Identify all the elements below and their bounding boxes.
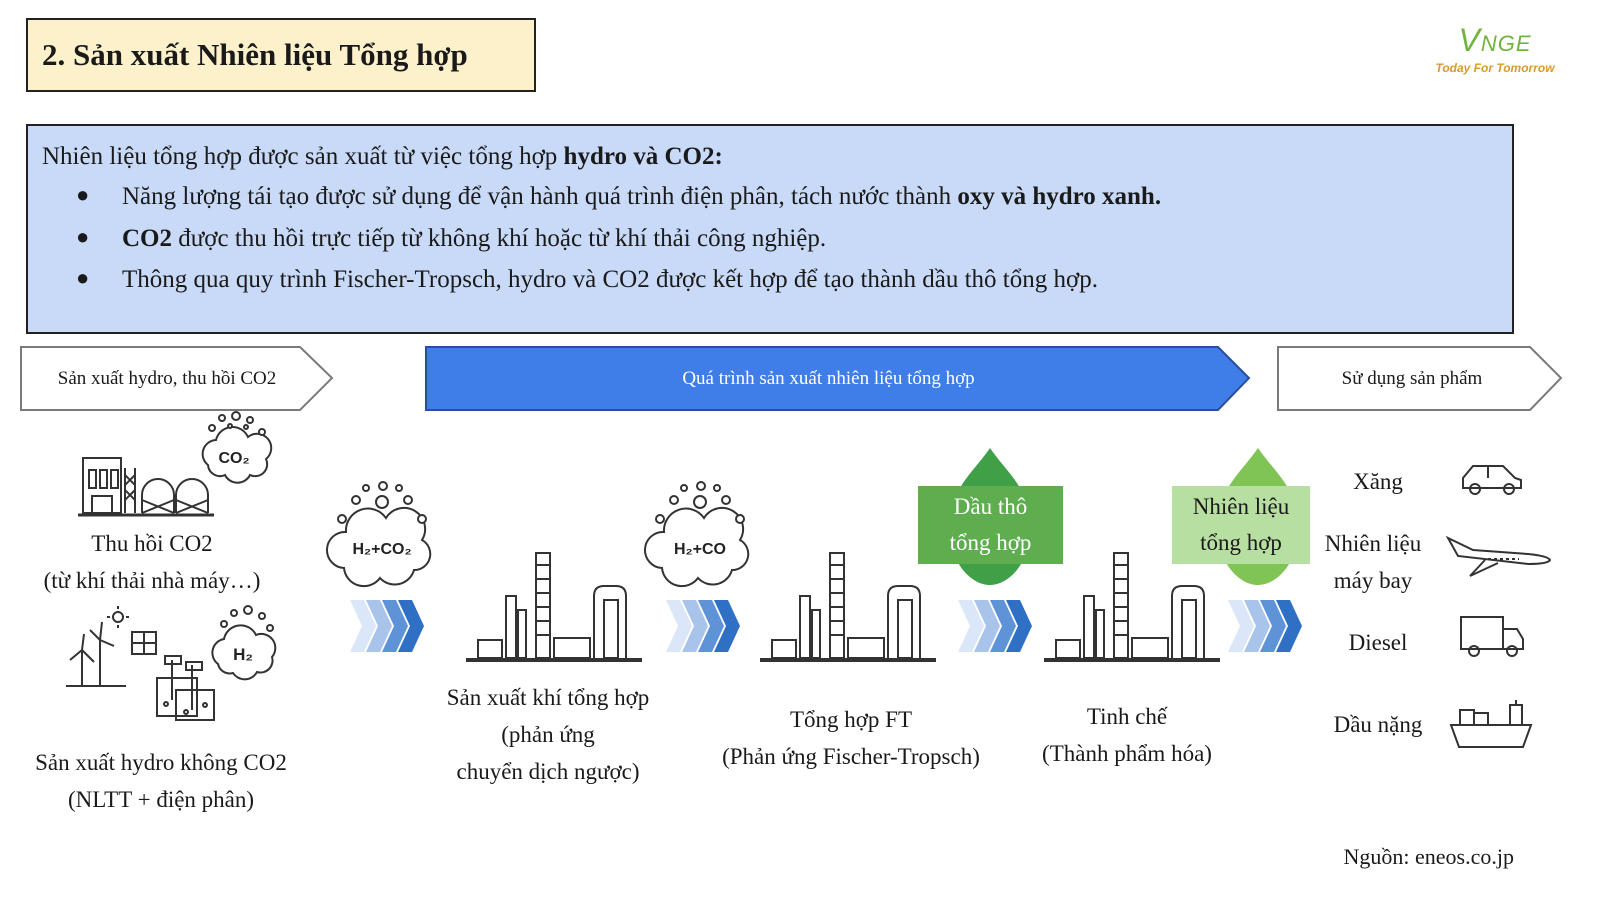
h2-bubble-text: H₂	[233, 645, 253, 664]
bullet-dot-icon: ●	[76, 181, 90, 207]
page-title: 2. Sản xuất Nhiên liệu Tổng hợp	[26, 18, 536, 92]
refinery-plant-icon	[760, 553, 936, 660]
h2-production-label: Sản xuất hydro không CO2 (NLTT + điện phân)	[35, 750, 287, 812]
chevron-arrow-icon	[1228, 600, 1302, 652]
chevron-arrow-icon	[666, 600, 740, 652]
refinery-plant-icon	[1044, 553, 1220, 660]
info-bullet: ● Thông qua quy trình Fischer-Tropsch, hydro và CO2 được kết hợp để tạo thành dầu thô tổng hợp.	[76, 265, 1098, 294]
use-gasoline: Xăng	[1353, 469, 1403, 494]
h2-cloud-icon	[212, 606, 275, 679]
synthetic-fuel-label: Nhiên liệu tổng hợp	[1192, 494, 1290, 555]
flow-chevrons	[350, 600, 1302, 652]
electrolysis-icon	[157, 656, 214, 720]
bullet-dot-icon: ●	[76, 223, 90, 249]
use-heavy-oil: Dầu nặng	[1333, 712, 1423, 737]
source-note: Nguồn: eneos.co.jp	[1343, 844, 1514, 869]
logo-brand: VNGE	[1458, 22, 1532, 58]
car-icon	[1463, 466, 1521, 494]
factory-icon	[78, 458, 214, 515]
syngas-label: Sản xuất khí tổng hợp (phản ứng chuyển dịch ngược)	[446, 685, 650, 784]
use-jet-fuel: Nhiên liệu máy bay	[1324, 531, 1422, 593]
info-bullet: ● CO2 được thu hồi trực tiếp từ không khí hoặc từ khí thải công nghiệp.	[76, 223, 827, 252]
logo-tagline: Today For Tomorrow	[1435, 61, 1555, 75]
plants	[466, 553, 1220, 660]
truck-icon	[1461, 617, 1523, 656]
info-bullet: ● Năng lượng tái tạo được sử dụng để vận hành quá trình điện phân, tách nước thành oxy và hydro xanh.	[76, 181, 1162, 210]
use-diesel: Diesel	[1348, 630, 1408, 655]
co2-capture-label: Thu hồi CO2 (từ khí thải nhà máy…)	[43, 531, 261, 593]
info-intro: Nhiên liệu tổng hợp được sản xuất từ việc tổng hợp hydro và CO2:	[42, 143, 723, 170]
stage2-label: Quá trình sản xuất nhiên liệu tổng hợp	[682, 367, 975, 389]
h2-co-cloud-icon	[645, 482, 748, 586]
vnge-logo	[1420, 22, 1570, 92]
co2-bubble-text: CO₂	[218, 450, 250, 467]
ship-icon	[1451, 700, 1531, 747]
stage1-label: Sản xuất hydro, thu hồi CO2	[57, 367, 277, 389]
stage3-label: Sử dụng sản phẩm	[1341, 367, 1483, 389]
h2-co2-cloud-icon	[327, 482, 430, 586]
info-bullets	[42, 180, 1498, 297]
h2-co2-bubble-text: H₂+CO₂	[352, 541, 412, 558]
crude-oil-label: Dầu thô tổng hợp	[949, 494, 1032, 555]
info-box	[26, 124, 1514, 334]
wind-solar-icon	[66, 606, 156, 686]
airplane-icon	[1448, 538, 1550, 576]
chevron-arrow-icon	[350, 600, 424, 652]
h2-co-bubble-text: H₂+CO	[673, 541, 727, 558]
bullet-dot-icon: ●	[76, 265, 90, 291]
chevron-arrow-icon	[958, 600, 1032, 652]
refinery-plant-icon	[466, 553, 642, 660]
refining-label: Tinh chế (Thành phẩm hóa)	[1042, 704, 1212, 766]
ft-synthesis-label: Tổng hợp FT (Phản ứng Fischer-Tropsch)	[722, 707, 980, 769]
co2-cloud-icon	[203, 412, 272, 483]
